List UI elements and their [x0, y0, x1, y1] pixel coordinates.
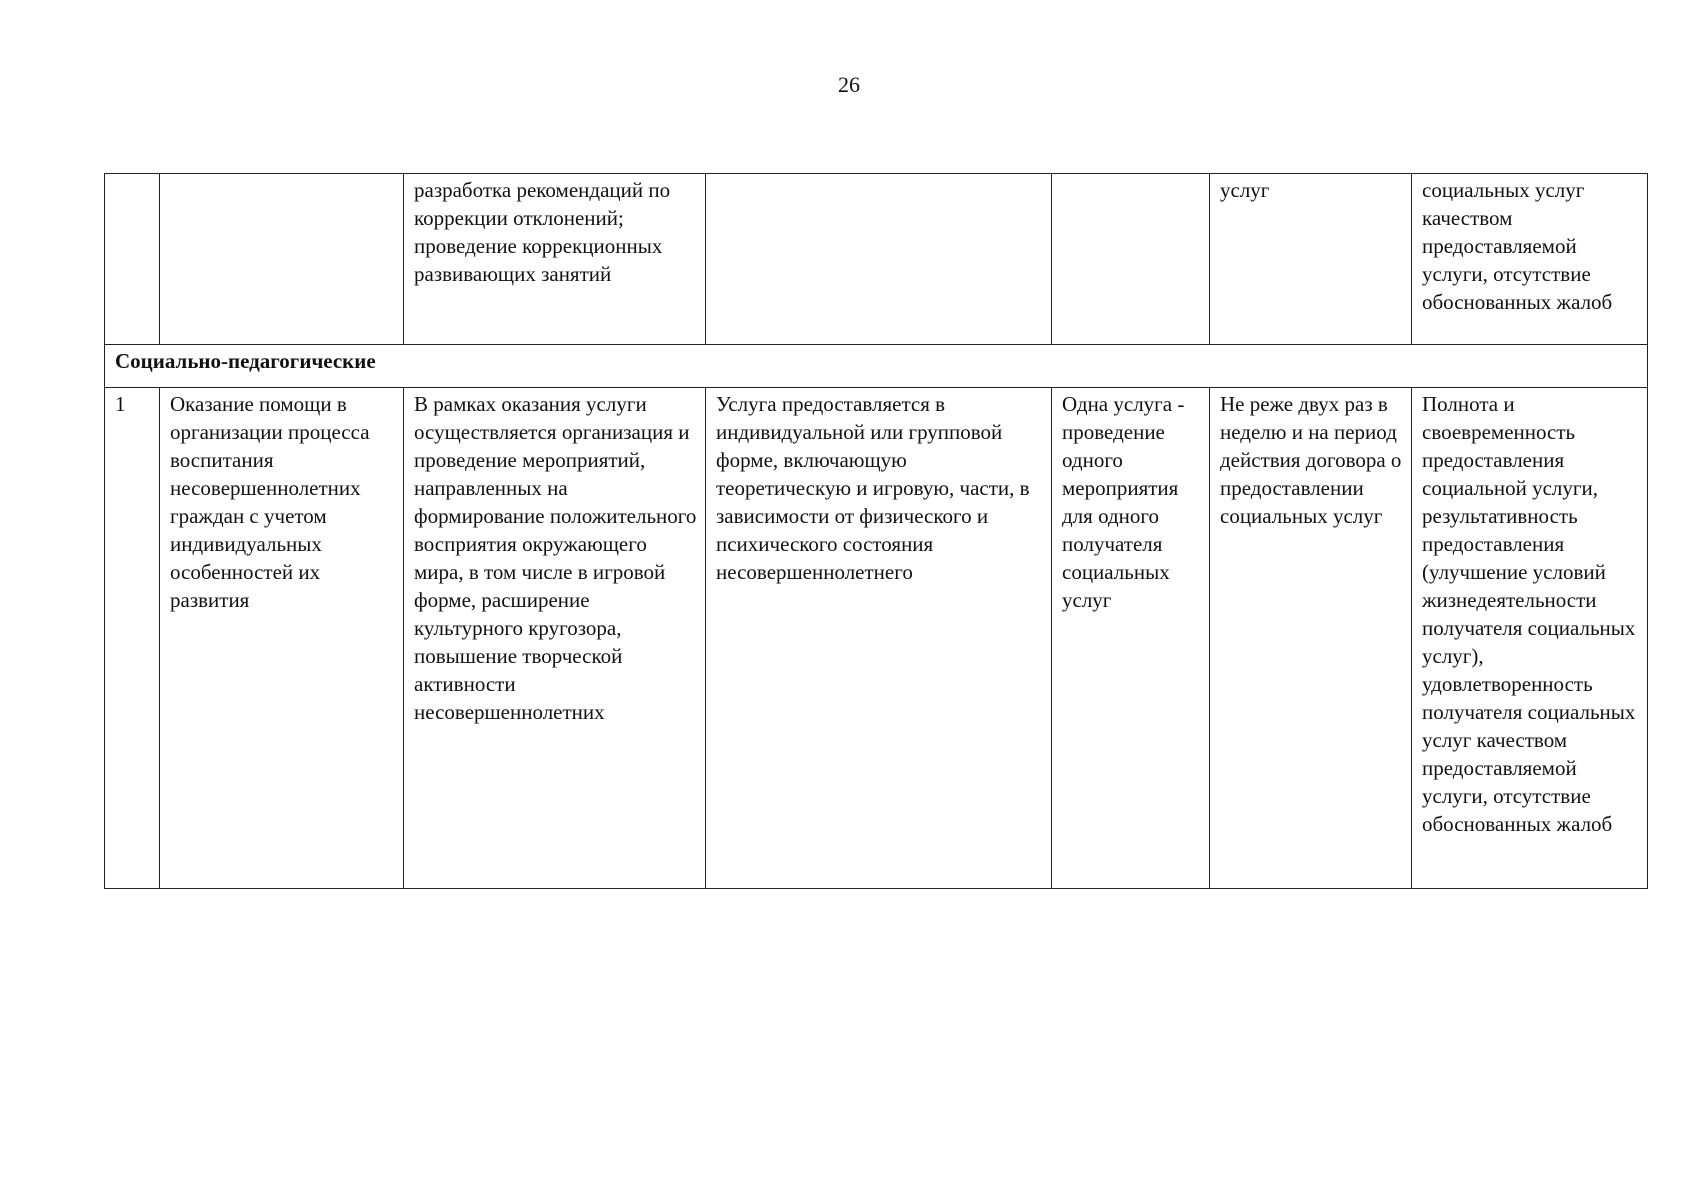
section-row: [105, 345, 1648, 388]
cell-form: Услуга предоставляется в индивидуальной или групповой форме, включающую теоретическую и игровую, части, в зависимости от физического и психического состояния несовершеннолетнего: [706, 388, 1052, 889]
cell-unit: [1052, 174, 1210, 345]
cell-frequency: Не реже двух раз в неделю и на период действия договора о предоставлении социальных услуг: [1210, 388, 1412, 889]
cell-form: [706, 174, 1052, 345]
table-row: [105, 388, 1648, 889]
page-number: 26: [838, 72, 860, 97]
cell-number: [105, 174, 160, 345]
table-row-continuation: [105, 174, 1648, 345]
cell-description: разработка рекомендаций по коррекции отклонений; проведение коррекционных развивающих занятий: [404, 174, 706, 345]
cell-frequency: услуг: [1210, 174, 1412, 345]
cell-service-name: [160, 174, 404, 345]
cell-service-name: Оказание помощи в организации процесса воспитания несовершеннолетних граждан с учетом индивидуальных особенностей их развития: [160, 388, 404, 889]
section-title: Социально-педагогические: [105, 345, 1648, 388]
cell-unit: Одна услуга - проведение одного мероприятия для одного получателя социальных услуг: [1052, 388, 1210, 889]
cell-description: В рамках оказания услуги осуществляется организация и проведение мероприятий, направленных на формирование положительного восприятия окружающего мира, в том числе в игровой форме, расширение культурного кругозора, повышение творческой активности несовершеннолетних: [404, 388, 706, 889]
cell-number: 1: [105, 388, 160, 889]
cell-quality: социальных услуг качеством предоставляемой услуги, отсутствие обоснованных жалоб: [1412, 174, 1648, 345]
services-table: [104, 173, 1648, 889]
cell-quality: Полнота и своевременность предоставления социальной услуги, результативность предоставления (улучшение условий жизнедеятельности получателя социальных услуг), удовлетворенность получателя социальных услуг качеством предоставляемой услуги, отсутствие обоснованных жалоб: [1412, 388, 1648, 889]
